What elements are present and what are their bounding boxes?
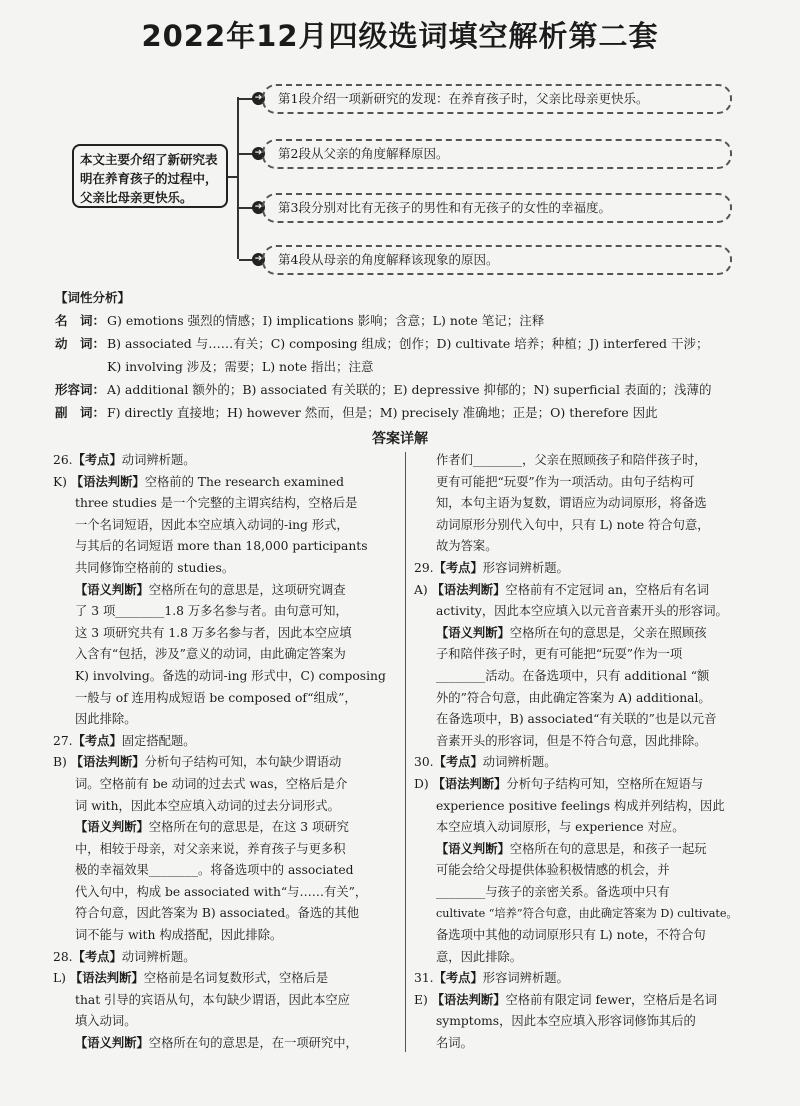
text-line: experience positive feelings 构成并列结构，因此 [436, 798, 725, 813]
page-title: 2022年12月四级选词填空解析第二套 [141, 19, 659, 53]
semantic-tag: 【语义判断】 [75, 582, 149, 597]
q28-grammar [53, 968, 399, 990]
q30-grammar [414, 774, 760, 796]
paragraph-box-4: 第4段从母亲的角度解释该现象的原因。 [262, 245, 732, 275]
text-line: 外的”符合句意，由此确定答案为 A) additional。 [436, 690, 711, 705]
bracket-line [237, 97, 251, 259]
text-line: 更有可能把“玩耍”作为一项活动。由句子结构可 [436, 474, 695, 489]
text-line: activity，因此本空应填入以元音音素开头的形容词。 [436, 604, 728, 619]
paragraph-box-2: 第2段从父亲的角度解释原因。 [262, 139, 732, 169]
kaodian-tag: 【考点】 [72, 733, 122, 748]
q27-grammar [53, 752, 399, 774]
text-line: 备选项中其他的动词原形只有 L) note，不符合句 [436, 928, 706, 943]
text-line: 中，相较于母亲，对父亲来说，养育孩子与更多积 [75, 841, 346, 856]
text-line: 这 3 项研究共有 1.8 万多名参与者，因此本空应填 [75, 625, 352, 640]
column-divider [405, 452, 406, 1052]
text-line: 分析句子结构可知，本句缺少谓语动 [144, 755, 342, 770]
text-line: cultivate “培养”符合句意，由此确定答案为 D) cultivate。 [436, 907, 738, 921]
text-line: 填入动词。 [75, 1014, 137, 1029]
noun-row [55, 309, 755, 332]
text-line: 作者们________，父亲在照顾孩子和陪伴孩子时， [436, 453, 707, 467]
analysis-heading: 【词性分析】 [55, 290, 131, 305]
text-line: 子和陪伴孩子时，更有可能把“玩耍”作为一项 [436, 647, 683, 662]
text-line: 空格前有不定冠词 an，空格后有名词 [505, 582, 710, 597]
text-line: 动词原形分别代入句中，只有 L) note 符合句意， [436, 517, 710, 532]
adv-row [55, 401, 755, 424]
paragraph-box-1: 第1段介绍一项新研究的发现：在养育孩子时，父亲比母亲更快乐。 [262, 84, 732, 114]
text-line: 可能会给父母提供体验积极情感的机会，并 [436, 863, 670, 878]
summary-box: 本文主要介绍了新研究表明在养育孩子的过程中，父亲比母亲更快乐。 [72, 144, 228, 208]
text-line: 入含有“包括，涉及”意义的动词，由此确定答案为 [75, 647, 346, 662]
text-line: 空格所在句的意思是，在一项研究中， [148, 1036, 358, 1051]
question-number: 29. [414, 560, 434, 575]
verb-text-cont: K) involving 涉及；需要；L) note 指出；注意 [107, 359, 374, 374]
text-line: 空格所在句的意思是，和孩子一起玩 [509, 841, 707, 856]
text-line: 了 3 项________1.8 万多名参与者。由句意可知， [75, 604, 348, 619]
answer-letter: D) [414, 776, 429, 791]
q30-semantic [414, 839, 760, 861]
right-column [414, 450, 760, 1055]
arrow-icon: ➔ [252, 147, 265, 160]
grammar-tag: 【语法判断】 [70, 755, 145, 770]
kaodian-tag: 【考点】 [72, 949, 122, 964]
q31-kaodian [414, 968, 760, 990]
grammar-tag: 【语法判断】 [431, 582, 506, 597]
text-line: 一个名词短语，因此本空应填入动词的-ing 形式， [75, 517, 349, 532]
q28-kaodian [53, 947, 399, 969]
text-line: 空格所在句的意思是，在这 3 项研究 [148, 820, 349, 835]
question-number: 30. [414, 755, 434, 770]
question-number: 31. [414, 971, 434, 986]
q29-semantic [414, 623, 760, 645]
text-line: K) involving。备选的动词-ing 形式中，C) composing [75, 668, 386, 683]
text-line: that 引导的宾语从句，本句缺少谓语，因此本空应 [75, 992, 350, 1007]
answer-letter: K) [53, 474, 67, 489]
answer-letter: E) [414, 992, 428, 1007]
verb-text: B) associated 与……有关；C) composing 组成；创作；D) cultivate 培养；种植；J) interfered 干涉； [107, 336, 709, 351]
kaodian-text: 动词辨析题。 [482, 755, 557, 770]
q26-semantic [53, 580, 399, 602]
adj-text: A) additional 额外的；B) associated 有关联的；E) depressive 抑郁的；N) superficial 表面的；浅薄的 [107, 382, 712, 397]
text-line: 空格前的 The research examined [144, 474, 344, 489]
kaodian-tag: 【考点】 [433, 560, 483, 575]
q28-semantic [53, 1033, 399, 1055]
paragraph-box-3: 第3段分别对比有无孩子的男性和有无孩子的女性的幸福度。 [262, 193, 732, 223]
answers-title: 答案详解 [372, 431, 428, 447]
text-line: 音素开头的形容词，但是不符合句意，因此排除。 [436, 733, 707, 748]
word-analysis [55, 286, 755, 424]
text-line: 本空应填入动词原形，与 experience 对应。 [436, 820, 685, 835]
text-line: 词不能与 with 构成搭配，因此排除。 [75, 928, 283, 943]
text-line: three studies 是一个完整的主谓宾结构，空格后是 [75, 496, 358, 511]
text-line: 一般与 of 连用构成短语 be composed of“组成”， [75, 690, 357, 705]
text-line: 空格所在句的意思是，这项研究调查 [148, 582, 346, 597]
text-line: 词。空格前有 be 动词的过去式 was，空格后是介 [75, 776, 348, 791]
semantic-tag: 【语义判断】 [75, 820, 149, 835]
q27-kaodian [53, 731, 399, 753]
left-column [53, 450, 399, 1055]
text-line: 在备选项中，B) associated“有关联的”也是以元音 [436, 712, 717, 727]
text-line: ________活动。在备选项中，只有 additional “额 [436, 668, 710, 683]
text-line: 知，本句主语为复数，谓语应为动词原形，将备选 [436, 496, 707, 511]
question-number: 26. [53, 453, 73, 467]
adv-label: 副 词： [55, 405, 106, 420]
text-line: 名词。 [436, 1036, 473, 1051]
text-line: 故为答案。 [436, 539, 498, 554]
kaodian-text: 形容词辨析题。 [482, 971, 569, 986]
semantic-tag: 【语义判断】 [436, 841, 510, 856]
q31-grammar [414, 990, 760, 1012]
kaodian-text: 形容词辨析题。 [482, 560, 569, 575]
question-number: 27. [53, 733, 73, 748]
text-line: 分析句子结构可知，空格所在短语与 [506, 776, 704, 791]
semantic-tag: 【语义判断】 [436, 625, 510, 640]
adj-label: 形容词： [55, 382, 106, 397]
arrow-icon: ➔ [252, 92, 265, 105]
noun-label: 名 词： [55, 313, 106, 328]
q27-semantic [53, 817, 399, 839]
text-line: 代入句中，构成 be associated with“与……有关”， [75, 884, 368, 899]
kaodian-text: 固定搭配题。 [121, 733, 196, 748]
text-line: 空格前有限定词 fewer，空格后是名词 [505, 992, 718, 1007]
q29-grammar [414, 580, 760, 602]
adj-row [55, 378, 755, 401]
kaodian-text: 动词辨析题。 [121, 949, 196, 964]
adv-text: F) directly 直接地；H) however 然而，但是；M) precisely 准确地；正是；O) therefore 因此 [107, 405, 658, 420]
text-line: symptoms，因此本空应填入形容词修饰其后的 [436, 1014, 696, 1029]
text-line: 因此排除。 [75, 712, 137, 727]
q26-grammar [53, 472, 399, 494]
arrow-icon: ➔ [252, 201, 265, 214]
text-line: 符合句意，因此答案为 B) associated。备选的其他 [75, 906, 359, 921]
text-line: 词 with，因此本空应填入动词的过去分词形式。 [75, 798, 340, 813]
kaodian-text: 动词辨析题。 [121, 453, 196, 467]
kaodian-tag: 【考点】 [433, 971, 483, 986]
q30-kaodian [414, 752, 760, 774]
text-line: 空格前是名词复数形式，空格后是 [143, 971, 329, 986]
text-line: 空格所在句的意思是，父亲在照顾孩 [509, 625, 707, 640]
answer-letter: A) [414, 582, 428, 597]
text-line: 与其后的名词短语 more than 18,000 participants [75, 539, 368, 554]
answer-letter: L) [53, 971, 66, 986]
grammar-tag: 【语法判断】 [431, 992, 506, 1007]
semantic-tag: 【语义判断】 [75, 1036, 149, 1051]
noun-text: G) emotions 强烈的情感；I) implications 影响；含意；L) note 笔记；注释 [107, 313, 545, 328]
grammar-tag: 【语法判断】 [69, 971, 144, 986]
text-line: 意，因此排除。 [436, 949, 523, 964]
text-line: 共同修饰空格前的 studies。 [75, 560, 235, 575]
q26-kaodian [53, 450, 399, 472]
text-line: 极的幸福效果________。将备选项中的 associated [75, 863, 354, 878]
grammar-tag: 【语法判断】 [432, 776, 507, 791]
q29-kaodian [414, 558, 760, 580]
text-line: ________与孩子的亲密关系。备选项中只有 [436, 884, 670, 899]
kaodian-tag: 【考点】 [72, 453, 122, 467]
grammar-tag: 【语法判断】 [70, 474, 145, 489]
verb-row [55, 332, 755, 355]
verb-label: 动 词： [55, 336, 106, 351]
arrow-icon: ➔ [252, 253, 265, 266]
kaodian-tag: 【考点】 [433, 755, 483, 770]
answer-letter: B) [53, 755, 67, 770]
question-number: 28. [53, 949, 73, 964]
